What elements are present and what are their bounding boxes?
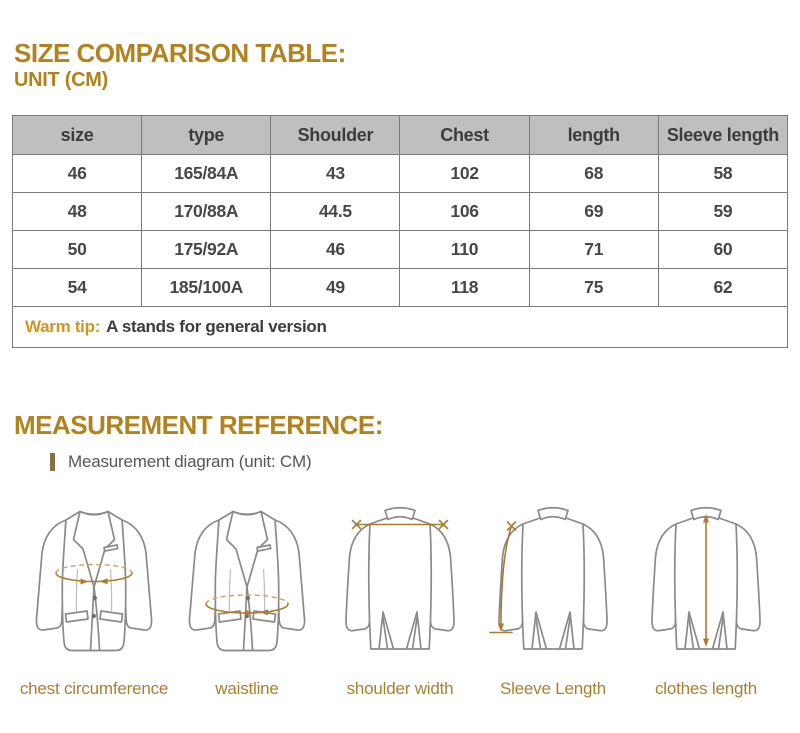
page-subtitle: UNIT (CM) (14, 69, 108, 91)
header-cell-type: type (142, 116, 271, 155)
figure-clothes-length (630, 503, 782, 699)
table-cell: 75 (529, 269, 658, 307)
page-title: SIZE COMPARISON TABLE: (14, 38, 346, 68)
figure-label: Sleeve Length (499, 679, 607, 698)
figure-sleeve-length (477, 503, 629, 699)
jacket-back-shoulder-arrow-icon (325, 503, 475, 671)
warm-tip-cell (13, 307, 788, 348)
figure-label: waistline (215, 679, 279, 698)
caption-bullet-icon (50, 453, 55, 471)
table-cell: 43 (271, 155, 400, 193)
table-cell: 54 (13, 269, 142, 307)
header-cell-size: size (13, 116, 142, 155)
jacket-front-chest-ellipse-icon (19, 503, 169, 671)
table-row (13, 269, 788, 307)
table-row (13, 155, 788, 193)
warm-tip-text: A stands for general version (106, 317, 327, 336)
table-cell: 46 (13, 155, 142, 193)
figure-shoulder-width (324, 503, 476, 699)
warm-tip-label: Warm tip: (25, 317, 101, 336)
size-comparison-table (12, 115, 788, 348)
figure-chest-circumference (18, 503, 170, 699)
measurement-caption-row (50, 452, 311, 472)
table-cell: 48 (13, 193, 142, 231)
table-cell: 68 (529, 155, 658, 193)
table-cell: 62 (658, 269, 787, 307)
table-cell: 102 (400, 155, 529, 193)
table-cell: 106 (400, 193, 529, 231)
table-cell: 170/88A (142, 193, 271, 231)
table-cell: 185/100A (142, 269, 271, 307)
table-row (13, 193, 788, 231)
table-cell: 165/84A (142, 155, 271, 193)
table-cell: 71 (529, 231, 658, 269)
jacket-back-length-arrow-icon (631, 503, 781, 671)
table-cell: 110 (400, 231, 529, 269)
figure-waistline (171, 503, 323, 699)
figure-label: chest circumference (19, 679, 169, 698)
table-cell: 50 (13, 231, 142, 269)
measurement-figures (0, 503, 800, 699)
figure-label: clothes length (654, 679, 758, 698)
header-row (13, 116, 788, 155)
table-cell: 118 (400, 269, 529, 307)
table-cell: 44.5 (271, 193, 400, 231)
table-cell: 58 (658, 155, 787, 193)
figure-label: shoulder width (346, 679, 454, 698)
header-cell-length: length (529, 116, 658, 155)
header-cell-chest: Chest (400, 116, 529, 155)
table-cell: 69 (529, 193, 658, 231)
measurement-caption: Measurement diagram (unit: CM) (68, 452, 312, 471)
warm-tip-row (13, 307, 788, 348)
table-row (13, 231, 788, 269)
table-cell: 60 (658, 231, 787, 269)
jacket-front-waist-ellipse-icon (172, 503, 322, 671)
table-cell: 59 (658, 193, 787, 231)
table-cell: 49 (271, 269, 400, 307)
header-cell-sleeve-length: Sleeve length (658, 116, 787, 155)
header-cell-shoulder: Shoulder (271, 116, 400, 155)
table-cell: 175/92A (142, 231, 271, 269)
jacket-back-sleeve-arrow-icon (478, 503, 628, 671)
measurement-section-title: MEASUREMENT REFERENCE: (14, 410, 383, 440)
size-table-header (13, 116, 788, 155)
table-cell: 46 (271, 231, 400, 269)
